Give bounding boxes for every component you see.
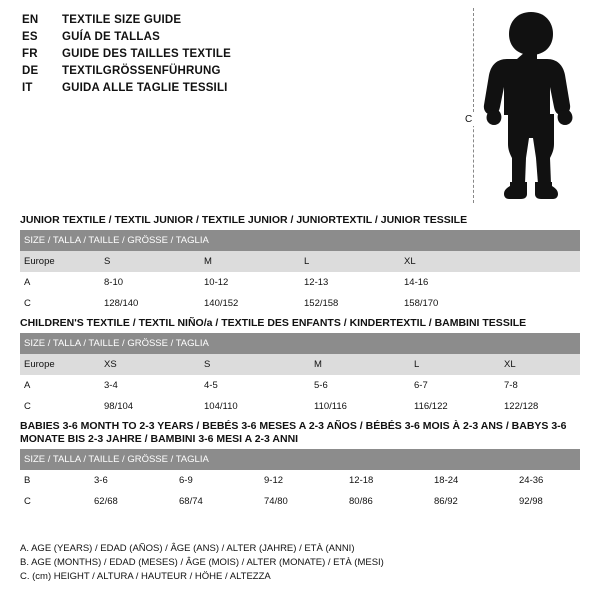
table-band-label: SIZE / TALLA / TAILLE / GRÖSSE / TAGLIA [20,449,580,470]
cell-value: 4-5 [200,375,310,396]
cell-value: 5-6 [310,375,410,396]
section-babies [20,420,580,512]
cell-value: 128/140 [100,293,200,314]
table-row [20,272,580,293]
cell-value: 98/104 [100,396,200,417]
child-silhouette-icon [481,10,581,202]
column-header: L [300,251,400,272]
language-title: TEXTILGRÖSSENFÜHRUNG [62,65,221,77]
table-row [20,293,580,314]
section-children [20,317,580,417]
cell-value: 80/86 [345,491,430,512]
cell-value: 12-18 [345,470,430,491]
language-row [22,65,442,82]
cell-value: 10-12 [200,272,300,293]
section-title: CHILDREN'S TEXTILE / TEXTIL NIÑO/а / TEXTILE DES ENFANTS / KINDERTEXTIL / BAMBINI TESSILE [20,317,527,329]
cell-value: 24-36 [515,470,580,491]
height-measure-line [473,8,474,203]
cell-value: 9-12 [260,470,345,491]
cell-value: 7-8 [500,375,580,396]
cell-value: 6-9 [175,470,260,491]
legend-line-a: A. AGE (YEARS) / EDAD (AÑOS) / ÂGE (ANS) / ALTER (JAHRE) / ETÀ (ANNI) [20,543,355,554]
legend-line-b: B. AGE (MONTHS) / EDAD (MESES) / ÂGE (MOIS) / ALTER (MONATE) / ETÀ (MESI) [20,557,384,568]
table-row [20,375,580,396]
column-header: XL [500,354,580,375]
column-header: Europe [20,354,100,375]
column-header: S [200,354,310,375]
table-row [20,470,580,491]
cell-value: 86/92 [430,491,515,512]
row-label: A [20,272,100,293]
table-band-row [20,230,580,251]
language-title: GUIDE DES TAILLES TEXTILE [62,48,231,60]
section-title: JUNIOR TEXTILE / TEXTIL JUNIOR / TEXTILE JUNIOR / JUNIORTEXTIL / JUNIOR TESSILE [20,214,468,226]
table-row [20,491,580,512]
cell-value: 14-16 [400,272,580,293]
cell-value: 12-13 [300,272,400,293]
cell-value: 18-24 [430,470,515,491]
cell-value: 110/116 [310,396,410,417]
column-header: M [310,354,410,375]
row-label: A [20,375,100,396]
height-measure-label: C [465,114,473,125]
language-code: IT [22,82,33,94]
legend-block [20,542,580,584]
table-header-row [20,251,580,272]
table-band-row [20,449,580,470]
cell-value: 140/152 [200,293,300,314]
cell-value: 62/68 [90,491,175,512]
language-title-block [22,14,442,99]
language-code: DE [22,65,39,77]
measurement-figure [455,8,585,203]
section-title: BABIES 3-6 MONTH TO 2-3 YEARS / BEBÉS 3-6 MESES A 2-3 AÑOS / BÉBÉS 3-6 MOIS À 2-3 ANS / BABYS 3-6 MONATE BIS 2-3 JAHRE / BAMBINI 3-6 MESI A 2-3 ANNI [20,420,567,445]
language-title: TEXTILE SIZE GUIDE [62,14,182,26]
table-band-label: SIZE / TALLA / TAILLE / GRÖSSE / TAGLIA [20,333,580,354]
cell-value: 158/170 [400,293,580,314]
language-code: EN [22,14,39,26]
row-label: B [20,470,90,491]
column-header: S [100,251,200,272]
language-row [22,82,442,99]
row-label: C [20,293,100,314]
table-band-row [20,333,580,354]
language-title: GUÍA DE TALLAS [62,31,160,43]
row-label: C [20,396,100,417]
cell-value: 116/122 [410,396,500,417]
column-header: L [410,354,500,375]
column-header: M [200,251,300,272]
language-title: GUIDA ALLE TAGLIE TESSILI [62,82,228,94]
junior-size-table [20,230,580,314]
cell-value: 104/110 [200,396,310,417]
column-header: XS [100,354,200,375]
cell-value: 122/128 [500,396,580,417]
cell-value: 8-10 [100,272,200,293]
table-band-label: SIZE / TALLA / TAILLE / GRÖSSE / TAGLIA [20,230,580,251]
row-label: C [20,491,90,512]
cell-value: 68/74 [175,491,260,512]
legend-line-c: C. (cm) HEIGHT / ALTURA / HAUTEUR / HÖHE / ALTEZZA [20,571,271,582]
babies-size-table [20,449,580,512]
cell-value: 152/158 [300,293,400,314]
column-header: XL [400,251,580,272]
cell-value: 6-7 [410,375,500,396]
cell-value: 92/98 [515,491,580,512]
column-header: Europe [20,251,100,272]
cell-value: 3-6 [90,470,175,491]
cell-value: 74/80 [260,491,345,512]
language-row [22,31,442,48]
language-code: FR [22,48,38,60]
language-row [22,48,442,65]
section-junior [20,214,580,314]
cell-value: 3-4 [100,375,200,396]
table-row [20,396,580,417]
children-size-table [20,333,580,417]
table-header-row [20,354,580,375]
language-row [22,14,442,31]
language-code: ES [22,31,38,43]
